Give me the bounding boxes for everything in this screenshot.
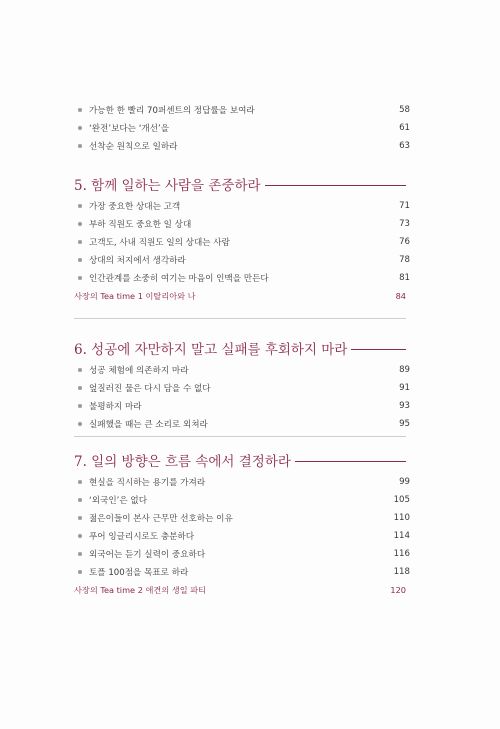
toc-entry[interactable]	[78, 492, 410, 508]
toc-entry-page: 120	[390, 585, 406, 595]
toc-entry[interactable]	[78, 528, 410, 544]
toc-entry[interactable]	[78, 564, 410, 580]
toc-entry-page: 91	[399, 383, 410, 393]
toc-entry-page: 110	[393, 513, 410, 523]
bullet-icon	[78, 222, 82, 226]
bullet-icon	[78, 480, 82, 484]
toc-entry-title: 현실을 직시하는 용기를 가져라	[89, 478, 206, 488]
bullet-icon	[78, 276, 82, 280]
heading-rule	[265, 185, 406, 186]
toc-entry-title: 가능한 한 빨리 70퍼센트의 정답률을 보여라	[89, 106, 255, 116]
toc-entry-title: 실패했을 때는 큰 소리로 외쳐라	[89, 420, 208, 430]
toc-entry-title: 외국어는 듣기 실력이 중요하다	[89, 550, 206, 560]
bullet-icon	[78, 386, 82, 390]
toc-entry-page: 95	[399, 419, 410, 429]
toc-entry-page: 76	[399, 237, 410, 247]
chapter-heading-5[interactable]	[74, 174, 406, 194]
toc-entry[interactable]	[78, 216, 410, 232]
bullet-icon	[78, 368, 82, 372]
toc-entry[interactable]	[78, 474, 410, 490]
toc-entry[interactable]	[78, 380, 410, 396]
toc-entry-title: 선착순 원칙으로 일하라	[89, 142, 178, 152]
toc-entry-page: 89	[399, 365, 410, 375]
toc-entry-title: 젊은이들이 본사 근무만 선호하는 이유	[89, 514, 233, 524]
toc-entry-page: 105	[393, 495, 410, 505]
toc-entry[interactable]	[78, 510, 410, 526]
toc-entry-title: 토플 100점을 목표로 하라	[89, 568, 189, 578]
toc-entry[interactable]	[78, 102, 410, 118]
toc-entry-page: 61	[399, 123, 410, 133]
chapter-heading-6[interactable]	[74, 338, 406, 358]
toc-entry-title: 부하 직원도 중요한 일 상대	[89, 220, 192, 230]
bullet-icon	[78, 240, 82, 244]
bullet-icon	[78, 516, 82, 520]
bullet-icon	[78, 204, 82, 208]
toc-entry[interactable]	[78, 198, 410, 214]
bullet-icon	[78, 144, 82, 148]
toc-entry-page: 99	[399, 477, 410, 487]
toc-entry[interactable]	[78, 398, 410, 414]
chapter-heading-7[interactable]	[74, 450, 406, 470]
toc-entry-title: ‘외국인’은 없다	[89, 496, 148, 506]
bullet-icon	[78, 422, 82, 426]
teatime-label: 사장의 Tea time 1 이탈리아와 나	[74, 290, 196, 301]
toc-entry[interactable]	[78, 138, 410, 154]
heading-rule	[295, 461, 406, 462]
toc-entry-title: 불평하지 마라	[89, 402, 142, 412]
chapter-title: 7. 일의 방향은 흐름 속에서 결정하라	[74, 454, 291, 470]
section-divider	[74, 318, 406, 319]
toc-entry-title: 성공 체험에 의존하지 마라	[89, 366, 189, 376]
toc-entry-page: 81	[399, 273, 410, 283]
toc-entry-title: 인간관계를 소중히 여기는 마음이 인맥을 만든다	[89, 274, 269, 284]
toc-entry-page: 58	[399, 105, 410, 115]
toc-entry-page: 78	[399, 255, 410, 265]
teatime-label: 사장의 Tea time 2 애견의 생일 파티	[74, 584, 207, 595]
toc-entry-title: 푸어 잉글리시로도 충분하다	[89, 532, 195, 542]
toc-entry-page: 84	[395, 291, 406, 301]
toc-entry[interactable]	[78, 270, 410, 286]
toc-entry[interactable]	[78, 416, 410, 432]
toc-entry-page: 93	[399, 401, 410, 411]
toc-entry[interactable]	[78, 546, 410, 562]
toc-entry-page: 71	[399, 201, 410, 211]
toc-entry-page: 116	[393, 549, 410, 559]
chapter-title: 6. 성공에 자만하지 말고 실패를 후회하지 마라	[74, 342, 348, 358]
toc-entry-title: ‘완전’보다는 ‘개선’을	[89, 124, 170, 134]
toc-entry-page: 73	[399, 219, 410, 229]
toc-entry-title: 엎질러진 물은 다시 담을 수 없다	[89, 384, 211, 394]
toc-entry[interactable]	[78, 120, 410, 136]
bullet-icon	[78, 404, 82, 408]
bullet-icon	[78, 258, 82, 262]
bullet-icon	[78, 126, 82, 130]
bullet-icon	[78, 534, 82, 538]
chapter-title: 5. 함께 일하는 사람을 존중하라	[74, 178, 261, 194]
bullet-icon	[78, 570, 82, 574]
bullet-icon	[78, 498, 82, 502]
heading-rule	[351, 349, 406, 350]
toc-entry[interactable]	[78, 362, 410, 378]
bullet-icon	[78, 552, 82, 556]
toc-entry-page: 118	[393, 567, 410, 577]
bullet-icon	[78, 108, 82, 112]
toc-entry-title: 가장 중요한 상대는 고객	[89, 202, 181, 212]
toc-entry-page: 63	[399, 141, 410, 151]
toc-entry[interactable]	[78, 234, 410, 250]
toc-entry-page: 114	[393, 531, 410, 541]
toc-entry[interactable]	[78, 252, 410, 268]
section-divider	[74, 436, 406, 437]
teatime-entry-1[interactable]	[74, 288, 406, 304]
teatime-entry-2[interactable]	[74, 582, 406, 598]
toc-entry-title: 상대의 처지에서 생각하라	[89, 256, 186, 266]
toc-entry-title: 고객도, 사내 직원도 일의 상대는 사람	[89, 238, 230, 248]
